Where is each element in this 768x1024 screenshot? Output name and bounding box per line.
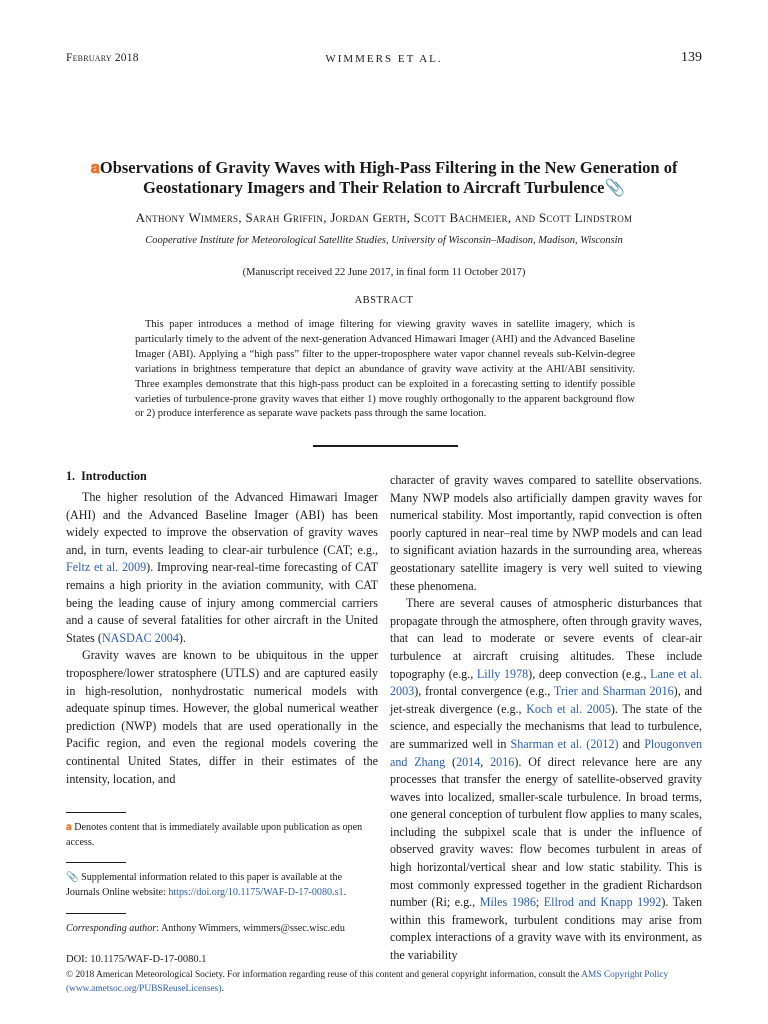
citation-koch-2005[interactable]: Koch et al. 2005	[526, 701, 611, 716]
footnote-supplemental	[66, 871, 378, 900]
manuscript-dates: (Manuscript received 22 June 2017, in final form 11 October 2017)	[242, 267, 526, 278]
footnote-open-access	[66, 821, 378, 850]
footnote-supplemental-text: Supplemental information related to this paper is available at the Journals Online website:	[66, 872, 343, 898]
text-run: ). Of direct relevance here are any processes that transfer the energy of satellite-observed gravity waves into localized, smaller-scale turbulence. In broad terms, one general conception of turbulent flow applies to many scales, including the subpixel scale that is under the influence of observed gravity waves: flow becomes turbulent in areas of high horizontal/vertical shear and low static stability. This is most commonly expressed together in the gradient Richardson number (Ri; e.g.,	[390, 754, 703, 910]
citation-feltz-2009[interactable]: Feltz et al. 2009	[66, 560, 147, 575]
citation-nasdac-2004[interactable]: NASDAC 2004	[101, 630, 179, 645]
abstract-heading: ABSTRACT	[354, 295, 414, 306]
text-run: ).	[178, 630, 186, 645]
citation-plougonven-zhang[interactable]: Plougonven and Zhang	[390, 736, 702, 769]
left-column	[66, 489, 378, 788]
text-run: ), deep convection (e.g.,	[528, 666, 651, 681]
text-run: ;	[535, 895, 544, 910]
page-number: 139	[681, 50, 702, 65]
text-run: .	[221, 983, 224, 994]
citation-sharman-2012[interactable]: Sharman et al. (2012)	[510, 736, 619, 751]
paperclip-icon[interactable]: 📎	[604, 178, 626, 197]
citation-plougonven-2016[interactable]: 2016	[490, 754, 515, 769]
citation-lane-2003[interactable]: Lane et al. 2003	[390, 666, 702, 699]
footnote-rule-1	[66, 812, 126, 813]
footnote-corresponding-author	[66, 922, 378, 937]
title-line-2: Geostationary Imagers and Their Relation to Aircraft Turbulence	[142, 178, 605, 197]
right-column	[390, 472, 702, 965]
text-run: ). Improving near-real-time forecasting of CAT remains a high priority in the aviation community, with CAT being the leading cause of injury among commercial carriers and a cause of several fatalities for other aircraft in the United States (	[66, 560, 379, 645]
text-run: (	[445, 754, 457, 769]
section-divider	[313, 445, 458, 447]
abstract-text: This paper introduces a method of image filtering for viewing gravity waves in satellite imagery, which is particularly timely to the advent of the next-generation Advanced Himawari Imager (AHI) and the Advanced Baseline Imager (ABI). Applying a “high pass” filter to the upper-troposphere water vapor channel reveals sub-Kelvin-degree variations in brightness temperature that depict an abundance of gravity wave activity at the AHI/ABI sensitivity. Three examples demonstrate that this high-pass product can be exploited in a forecasting setting to identify possible varieties of turbulence-prone gravity waves that either 1) move roughly orthogonally to the apparent background flow or 2) produce interference as separate wave packets pass through the same location.	[135, 319, 635, 420]
intro-paragraph-1	[66, 489, 378, 647]
author-list: Anthony Wimmers, Sarah Griffin, Jordan Gerth, Scott Bachmeier, and Scott Lindstrom	[135, 210, 633, 225]
section-number: 1.	[66, 469, 76, 483]
citation-plougonven-2014[interactable]: 2014	[456, 754, 481, 769]
doi: DOI: 10.1175/WAF-D-17-0080.1	[66, 954, 207, 965]
paperclip-icon: 📎	[66, 872, 79, 883]
intro-paragraph-2: Gravity waves are known to be ubiquitous in the upper troposphere/lower stratosphere (UTLS) and are captured easily in high-resolution, nonhydrostatic numerical models with adequate spinup times. However, the global numerical weather prediction (NWP) models that are used operationally in the Pacific region, and even the regional models covering the continental United States, differ in their estimates of the intensity, location, and	[66, 648, 378, 786]
citation-trier-2016[interactable]: Trier and Sharman 2016	[553, 684, 674, 699]
running-head-authors: WIMMERS ET AL.	[325, 53, 443, 65]
citation-ellrod-knapp-1992[interactable]: Ellrod and Knapp 1992	[543, 895, 662, 910]
affiliation: Cooperative Institute for Meteorological Satellite Studies, University of Wisconsin–Madison, Madison, Wisconsin	[145, 235, 623, 246]
copyright-text: © 2018 American Meteorological Society. For information regarding reuse of this content and general copyright information, consult the	[66, 970, 582, 980]
open-access-lock-icon: 𝐚	[66, 822, 72, 833]
copyright-notice	[66, 969, 702, 996]
paper-title	[66, 158, 702, 198]
citation-lilly-1978[interactable]: Lilly 1978	[476, 666, 529, 681]
section-heading-introduction	[66, 469, 147, 484]
footnote-rule-2	[66, 862, 126, 863]
text-run: The higher resolution of the Advanced Himawari Imager (AHI) and the Advanced Baseline Imager (ABI) has been widely expected to improve the observation of gravity waves and, in turn, events leading to clear-air turbulence (CAT; e.g.,	[66, 490, 378, 557]
text-run: ), frontal convergence (e.g.,	[414, 684, 554, 699]
title-line-1: Observations of Gravity Waves with High-Pass Filtering in the New Generation of	[99, 158, 678, 177]
open-access-lock-icon[interactable]: 𝐚	[90, 158, 100, 177]
running-head-date: February 2018	[66, 52, 139, 64]
footnote-open-access-text: Denotes content that is immediately available upon publication as open access.	[66, 822, 363, 848]
text-run: ,	[480, 754, 491, 769]
text-run: ). Taken within this framework, turbulent conditions may arise from complex interactions of a gravity wave with its environment, as the variability	[390, 895, 702, 963]
corresponding-author-label: Corresponding author	[66, 923, 157, 934]
citation-miles-1986[interactable]: Miles 1986	[479, 895, 536, 910]
text-run: and	[618, 736, 645, 751]
intro-paragraph-3: character of gravity waves compared to satellite observations. Many NWP models also artificially dampen gravity waves for numerical stability. Most importantly, rapid convection is often poorly captured in near–real time by NWP models and can lead to significant aviation hazards in the surrounding area, whereas geostationary satellite imagery is very well suited to viewing these phenomena.	[390, 473, 702, 593]
supplemental-link[interactable]: https://doi.org/10.1175/WAF-D-17-0080.s1	[168, 886, 344, 898]
text-run: ), and jet-streak divergence (e.g.,	[390, 684, 702, 716]
copyright-policy-link[interactable]: AMS Copyright Policy (www.ametsoc.org/PUBSReuseLicenses)	[66, 970, 669, 994]
text-run: .	[343, 886, 347, 898]
text-run: ). The state of the science, and especially the mechanisms that lead to turbulence, are summarized well in	[390, 701, 703, 751]
intro-paragraph-4	[390, 595, 702, 964]
footnote-rule-3	[66, 913, 126, 914]
section-title: Introduction	[81, 469, 147, 483]
corresponding-author-text: : Anthony Wimmers, wimmers@ssec.wisc.edu	[156, 923, 345, 934]
text-run: There are several causes of atmospheric disturbances that propagate through the atmosphere, often through gravity waves, that can lead to moderate or severe events of clear-air turbulence at aircraft cruising altitudes. These include topography (e.g.,	[390, 596, 702, 681]
